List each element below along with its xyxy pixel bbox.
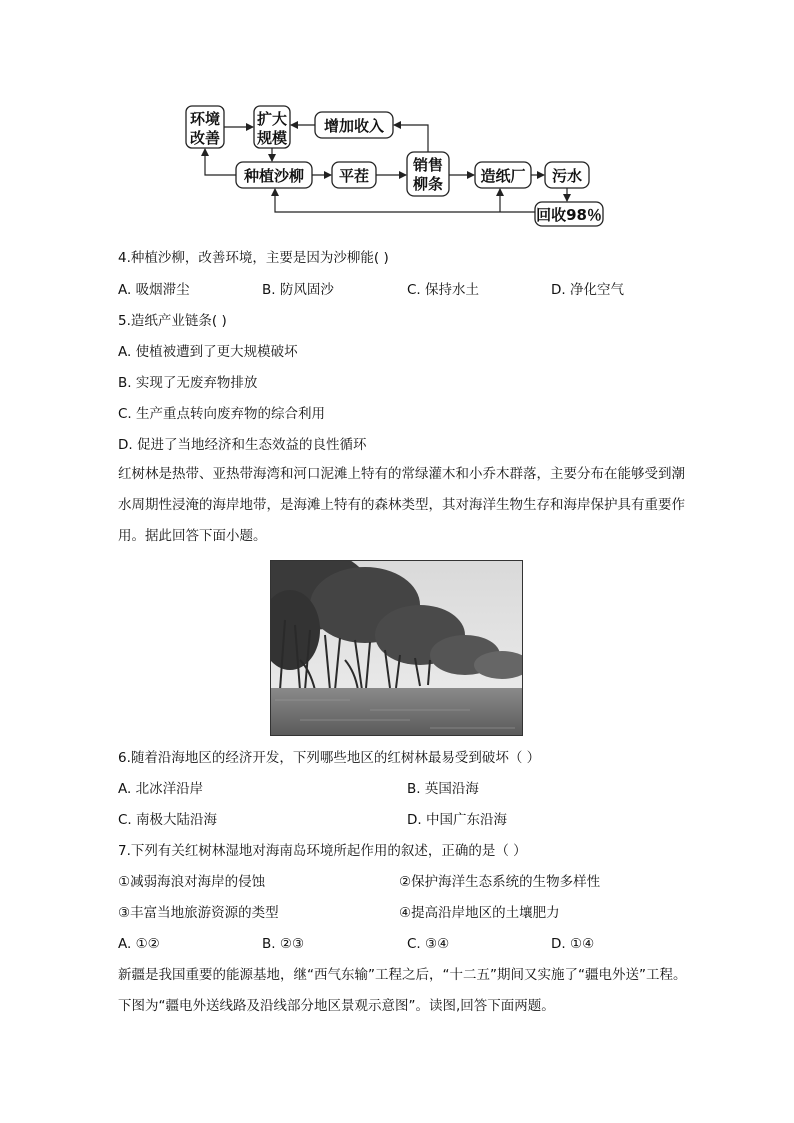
sell-label-1: 销售 (412, 156, 444, 174)
env-label-1: 环境 (189, 110, 221, 128)
env-label-2: 改善 (189, 129, 221, 147)
sewage-label: 污水 (551, 167, 583, 185)
q4-option-a: A. 吸烟滞尘 (118, 282, 190, 298)
q5-option-b: B. 实现了无废弃物排放 (118, 375, 258, 391)
q5-option-a: A. 使植被遭到了更大规模破坏 (118, 344, 298, 360)
q7-statement-3: ③丰富当地旅游资源的类型 (118, 905, 279, 921)
sand-willow-industry-flowchart (184, 100, 614, 232)
cut-label: 平茬 (338, 167, 370, 185)
paper-label: 造纸厂 (480, 167, 526, 185)
q7-option-c: C. ③④ (407, 936, 450, 952)
q7-stem: 7.下列有关红树林湿地对海南岛环境所起作用的叙述，正确的是（ ） (118, 843, 527, 859)
q6-stem: 6.随着沿海地区的经济开发，下列哪些地区的红树林最易受到破坏（ ） (118, 750, 541, 766)
q5-option-c: C. 生产重点转向废弃物的综合利用 (118, 406, 326, 422)
q4-option-c: C. 保持水土 (407, 282, 480, 298)
q4-option-b: B. 防风固沙 (262, 282, 334, 298)
recycle-label: 回收98％ (536, 206, 602, 224)
q5-option-d: D. 促进了当地经济和生态效益的良性循环 (118, 437, 367, 453)
q6-option-d: D. 中国广东沿海 (407, 812, 507, 828)
q7-statement-2: ②保护海洋生态系统的生物多样性 (399, 874, 601, 890)
mangrove-photo (270, 560, 523, 736)
plant-label: 种植沙柳 (243, 167, 305, 185)
q5-stem: 5.造纸产业链条( ) (118, 313, 227, 329)
q7-statement-1: ①减弱海浪对海岸的侵蚀 (118, 874, 266, 890)
q7-option-a: A. ①② (118, 936, 160, 952)
q7-statement-4: ④提高沿岸地区的土壤肥力 (399, 905, 560, 921)
q4-option-d: D. 净化空气 (551, 282, 624, 298)
income-label: 增加收入 (323, 117, 385, 135)
q6-option-b: B. 英国沿海 (407, 781, 479, 797)
q6-option-a: A. 北冰洋沿岸 (118, 781, 204, 797)
expand-label-1: 扩大 (256, 110, 288, 128)
q7-option-d: D. ①④ (551, 936, 595, 952)
arrow-recycle-to-plant (275, 189, 535, 212)
mangrove-passage: 红树林是热带、亚热带海湾和河口泥滩上特有的常绿灌木和小乔木群落，主要分布在能够受到潮水周期性浸淹的海岸地带，是海滩上特有的森林类型，其对海洋生物生存和海岸保护具有重要作用。据此回答下面小题。 (118, 466, 685, 544)
arrow-sell-to-income (394, 125, 428, 152)
expand-label-2: 规模 (256, 129, 288, 147)
q4-stem: 4.种植沙柳，改善环境，主要是因为沙柳能( ) (118, 250, 389, 266)
xinjiang-passage: 新疆是我国重要的能源基地，继“西气东输”工程之后，“十二五”期间又实施了“疆电外送”工程。下图为“疆电外送线路及沿线部分地区景观示意图”。读图,回答下面两题。 (118, 967, 687, 1014)
arrow-plant-to-env (205, 149, 236, 175)
q7-option-b: B. ②③ (262, 936, 305, 952)
q6-option-c: C. 南极大陆沿海 (118, 812, 218, 828)
sell-label-2: 柳条 (412, 175, 444, 193)
